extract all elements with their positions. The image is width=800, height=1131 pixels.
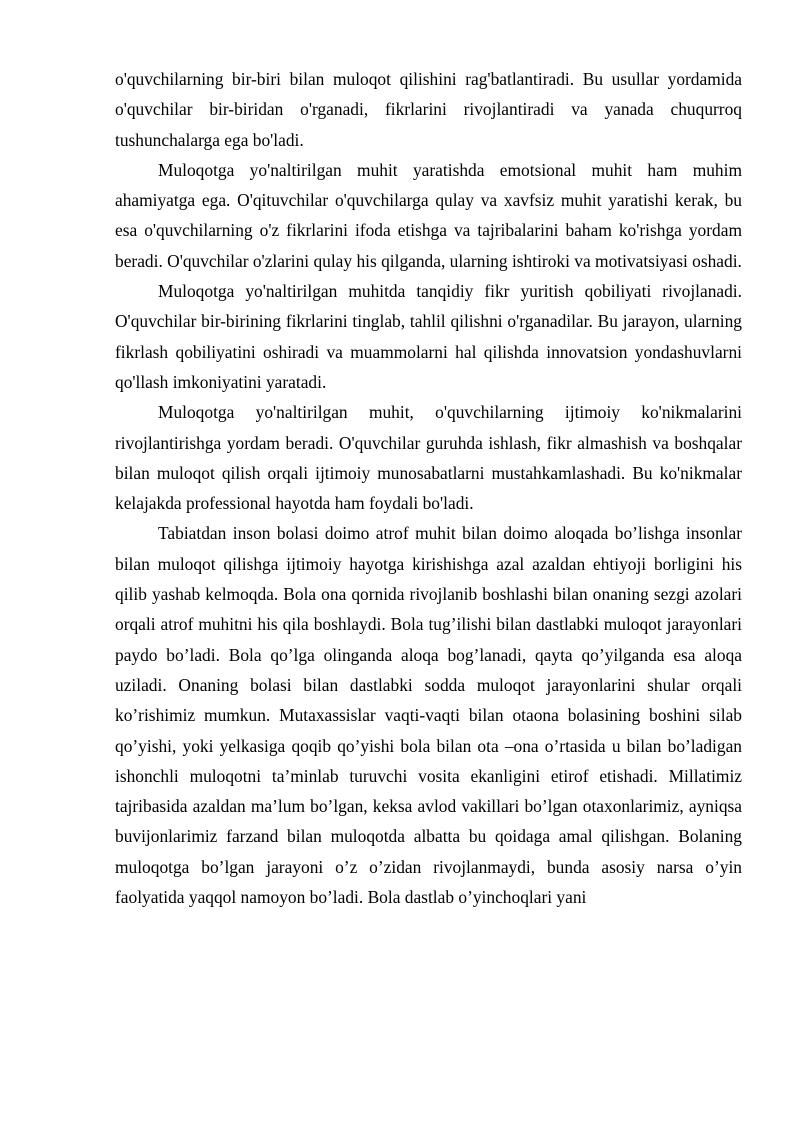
document-page — [115, 64, 742, 912]
paragraph: Muloqotga yo'naltirilgan muhit yaratishda emotsional muhit ham muhim ahamiyatga ega. O'qituvchilar o'quvchilarga qulay va xavfsiz muhit yaratishi kerak, bu esa o'quvchilarning o'z fikrlarini ifoda etishga va tajribalarini baham ko'rishga yordam beradi. O'quvchilar o'zlarini qulay his qilganda, ularning ishtiroki va motivatsiyasi oshadi. — [115, 159, 742, 271]
paragraph: Muloqotga yo'naltirilgan muhitda tanqidiy fikr yuritish qobiliyati rivojlanadi. O'quvchilar bir-birining fikrlarini tinglab, tahlil qilishni o'rganadilar. Bu jarayon, ularning fikrlash qobiliyatini oshiradi va muammolarni hal qilishda innovatsion yondashuvlarni qo'llash imkoniyatini yaratadi. — [115, 281, 742, 392]
paragraph: o'quvchilarning bir-biri bilan muloqot qilishini rag'batlantiradi. Bu usullar yordamida o'quvchilar bir-biridan o'rganadi, fikrlarini rivojlantiradi va yanada chuqurroq tushunchalarga ega bo'ladi. — [115, 69, 742, 150]
paragraph: Muloqotga yo'naltirilgan muhit, o'quvchilarning ijtimoiy ko'nikmalarini rivojlantirishga yordam beradi. O'quvchilar guruhda ishlash, fikr almashish va boshqalar bilan muloqot qilish orqali ijtimoiy munosabatlarni mustahkamlashadi. Bu ko'nikmalar kelajakda professional hayotda ham foydali bo'ladi. — [115, 402, 742, 514]
paragraph: Tabiatdan inson bolasi doimo atrof muhit bilan doimo aloqada bo’lishga insonlar bilan muloqot qilishga ijtimoiy hayotga kirishishga azal azaldan ehtiyoji borligini his qilib yashab kelmoqda. Bola ona qornida rivojlanib boshlashi bilan onaning sezgi azolari orqali atrof muhitni his qila boshlaydi. Bola tug’ilishi bilan dastlabki muloqot jarayonlari paydo bo’ladi. Bola qo’lga olinganda aloqa bog’lanadi, qayta qo’yilganda esa aloqa uziladi. Onaning bolasi bilan dastlabki sodda muloqot jarayonlarini shular orqali ko’rishimiz mumkun. Mutaxassislar vaqti-vaqti bilan otaona bolasining boshini silab qo’yishi, yoki yelkasiga qoqib qo’yishi bola bilan ota –ona o’rtasida u bilan bo’ladigan ishonchli muloqotni ta’minlab turuvchi vosita ekanligini etirof etishadi. Millatimiz tajribasida azaldan ma’lum bo’lgan, keksa avlod vakillari bo’lgan otaxonlarimiz, ayniqsa buvijonlarimiz farzand bilan muloqotda albatta bu qoidaga amal qilishgan. Bolaning muloqotga bo’lgan jarayoni o’z o’zidan rivojlanmaydi, bunda asosiy narsa o’yin faolyatida yaqqol namoyon bo’ladi. Bola dastlab o’yinchoqlari yani — [115, 523, 742, 908]
